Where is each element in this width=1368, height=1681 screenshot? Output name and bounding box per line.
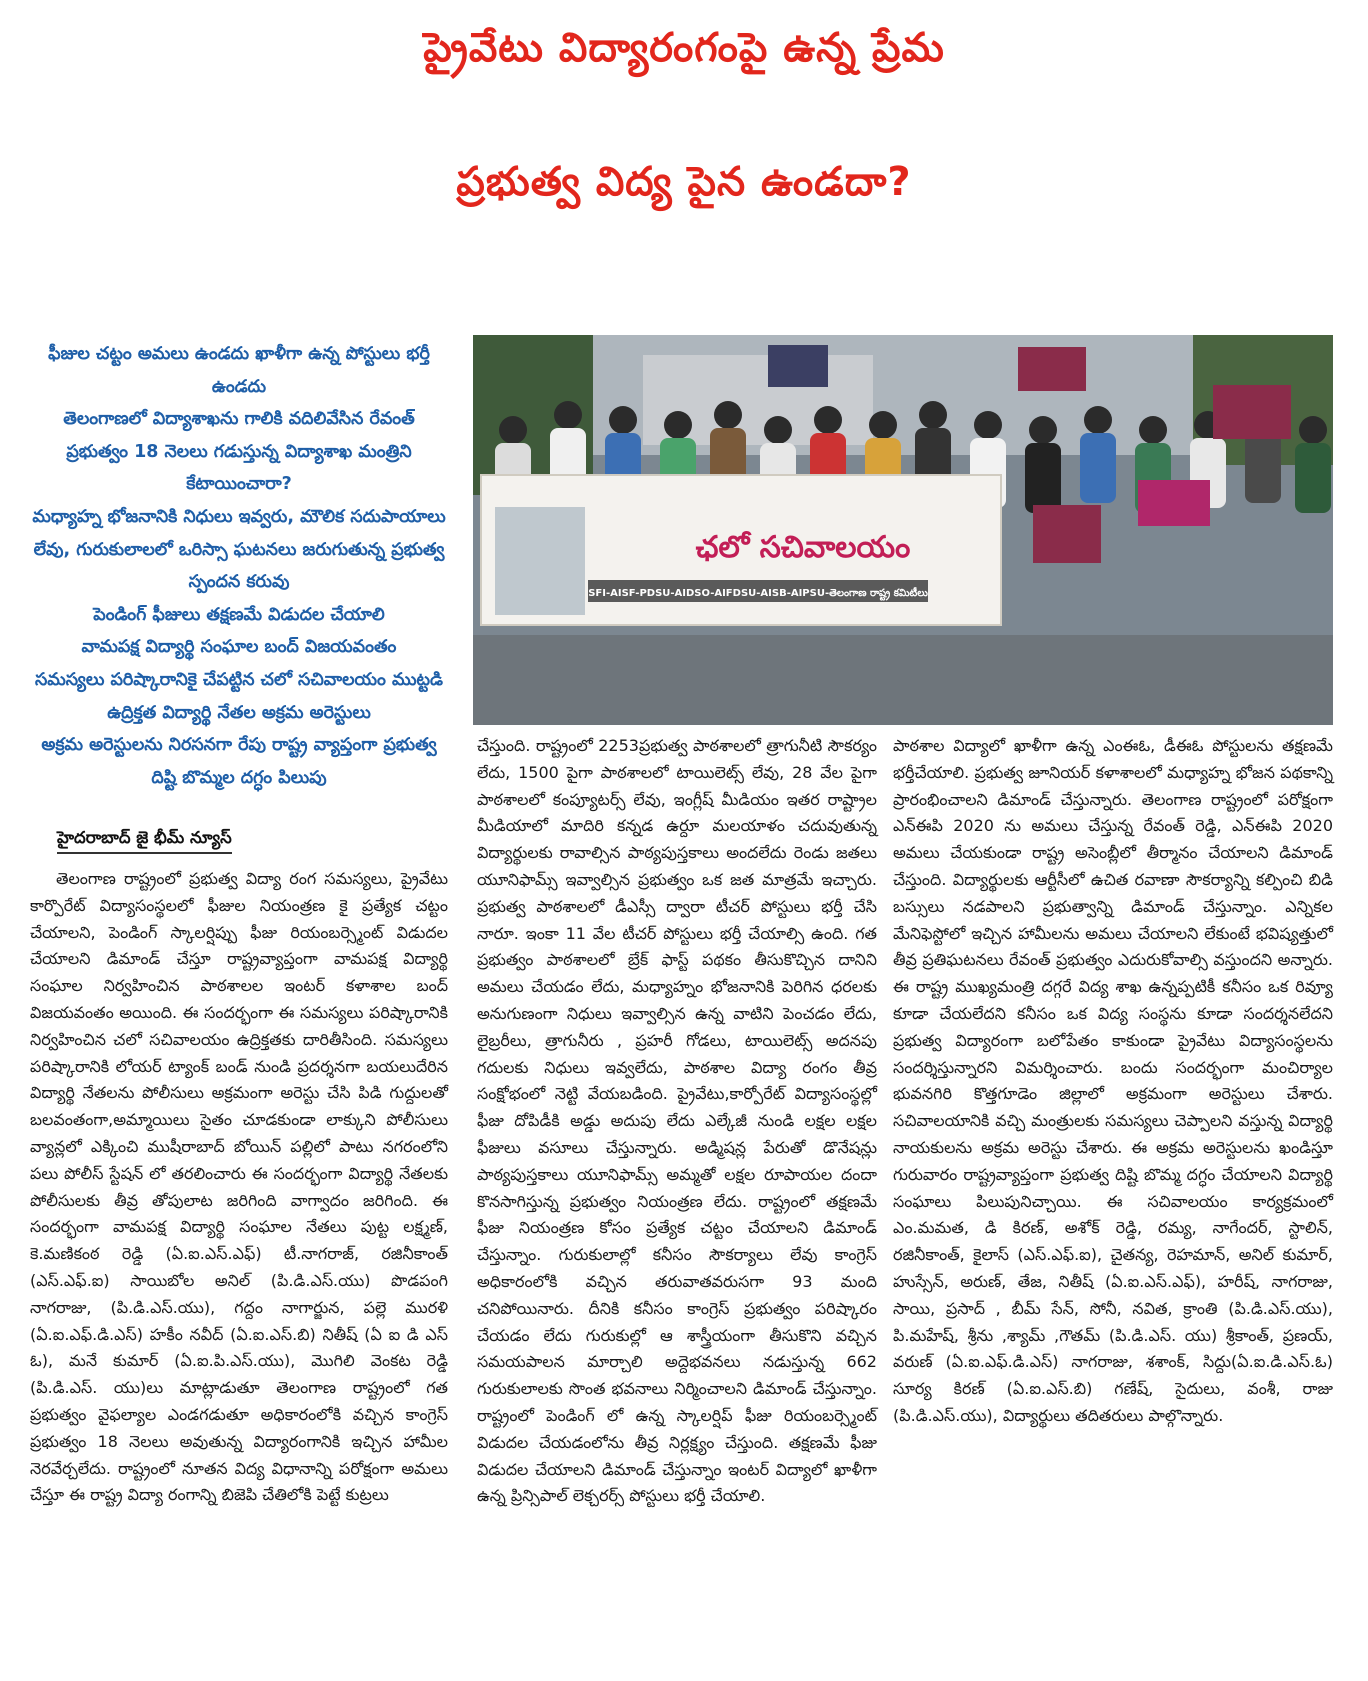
summary-points (30, 338, 448, 794)
protest-photo (473, 335, 1333, 725)
article-column-1: తెలంగాణ రాష్ట్రంలో ప్రభుత్వ విద్యా రంగ సమస్యలు, ప్రైవేటు కార్పొరేట్ విద్యాసంస్థలలో ఫీజుల నియంత్రణ కై ప్రత్యేక చట్టం చేయాలని, పెండింగ్ స్కాలర్షిప్పు ఫీజు రియంబర్స్మెంట్ విడుదల చేయాలని డిమాండ్ చేస్తూ రాష్ట్రవ్యాప్తంగా వామపక్ష విద్యార్థి సంఘాల నిర్వహించిన పాఠశాలల ఇంటర్ కళాశాల బంద్ విజయవంతం అయింది. ఈ సందర్భంగా ఈ సమస్యలు పరిష్కారానికి నిర్వహించిన చలో సచివాలయం ఉద్రిక్తతకు దారితీసింది. సమస్యలు పరిష్కారానికి లోయర్ ట్యాంక్ బండ్ నుండి ప్రదర్శనగా బయలుదేరిన విద్యార్థి నేతలను పోలీసులు అక్రమంగా అరెస్టు చేసి పిడి గుద్దులతో బలవంతంగా,అమ్మాయిలు సైతం చూడకుండా లాక్కుని పోలీసులు వ్యాన్లలో ఎక్కించి ముషీరాబాద్ బోయిన్ పల్లిలో పాటు నగరంలోని పలు పోలీస్ స్టేషన్ లో తరలించారు ఈ సందర్భంగా విద్యార్థి నేతలకు పోలీసులకు తీవ్ర తోపులాట జరిగింది వాగ్వాదం జరిగింది. ఈ సందర్భంగా వామపక్ష విద్యార్థి సంఘాల నేతలు పుట్ట లక్ష్మణ్, కె.మణికంఠ రెడ్డి (ఏ.ఐ.ఎస్.ఎఫ్) టీ.నాగరాజ్, రజినీకాంత్ (ఎస్.ఎఫ్.ఐ) సాయిబోల అనిల్ (పి.డి.ఎస్.యు) పొడపంగి నాగరాజు, (పి.డి.ఎస్.యు), గద్దం నాగార్జున, పల్లె మురళి (ఏ.ఐ.ఎఫ్.డి.ఎస్) హకీం నవీద్ (ఏ.ఐ.ఎస్.బి) నితీష్ (ఏ ఐ డి ఎస్ ఓ), మనే కుమార్ (ఏ.ఐ.పి.ఎస్.యు), మొగిలి వెంకట రెడ్డి (పి.డి.ఎస్. యు)లు మాట్లాడుతూ తెలంగాణ రాష్ట్రంలో గత ప్రభుత్వం వైఫల్యాల ఎండగడుతూ అధికారంలోకి వచ్చిన కాంగ్రెస్ ప్రభుత్వం 18 నెలలు అవుతున్న విద్యారంగానికి ఇచ్చిన హామీల నెరవేర్చలేదు. రాష్ట్రంలో నూతన విద్య విధానాన్ని పరోక్షంగా అమలు చేస్తూ ఈ రాష్ట్ర విద్యా రంగాన్ని బిజెపి చేతిలోకి పెట్టే కుట్రలు (30, 869, 448, 1505)
protest-banner (481, 475, 1001, 625)
dateline: హైదరాబాద్ జై భీమ్ న్యూస్ (57, 826, 232, 854)
banner-orgs: SFI-AISF-PDSU-AIDSO-AIFDSU-AISB-AIPSU-తెలంగాణ రాష్ట్ర కమిటీలు (588, 588, 928, 599)
summary-point: పెండింగ్ ఫీజులు తక్షణమే విడుదల చేయాలి (93, 604, 385, 625)
banner-title: ఛలో సచివాలయం (695, 530, 911, 565)
summary-point: తెలంగాణలో విద్యాశాఖను గాలికి వదిలివేసిన రేవంత్ ప్రభుత్వం 18 నెలలు గడుస్తున్న విద్యాశాఖ మంత్రిని కేటాయించారా? (63, 409, 415, 495)
summary-point: అక్రమ అరెస్టులను నిరసనగా రేపు రాష్ట్ర వ్యాప్తంగా ప్రభుత్వ దిష్టి బొమ్మల దగ్ధం పిలుపు (41, 735, 437, 788)
summary-point: మధ్యాహ్న భోజనానికి నిధులు ఇవ్వరు, మౌలిక సదుపాయాలు లేవు, గురుకులాలలో ఒరిస్సా ఘటనలు జరుగుతున్న ప్రభుత్వ స్పందన కరువు (32, 506, 446, 593)
headline-line-1: ప్రైవేటు విద్యారంగంపై ఉన్న ప్రేమ (423, 25, 945, 71)
summary-point: సమస్యలు పరిష్కారానికై చేపట్టిన చలో సచివాలయం ముట్టడి (35, 669, 443, 690)
summary-point: ఉద్రిక్తత విద్యార్థి నేతల అక్రమ అరెస్టులు (107, 702, 371, 723)
photo-road (473, 635, 1333, 725)
summary-point: ఫీజుల చట్టం అమలు ఉండదు ఖాళీగా ఉన్న పోస్టులు భర్తీ ఉండదు (48, 344, 430, 397)
article-column-2: చేస్తుంది. రాష్ట్రంలో 2253ప్రభుత్వ పాఠశాలలో త్రాగునీటి సౌకర్యం లేదు, 1500 పైగా పాఠశాలలో టాయిలెట్స్ లేవు, 28 వేల పైగా పాఠశాలలో కంప్యూటర్స్ లేవు, ఇంగ్లీష్ మీడియం ఇతర రాష్ట్రాల మీడియాలో మాదిరి కన్నడ ఉర్దూ మలయాళం చదువుతున్న విద్యార్థులకు రావాల్సిన పాఠ్యపుస్తకాలు అందలేదు రెండు జతలు యూనిఫామ్స్ ఇవ్వాల్సిన ప్రభుత్వం ఒక జత మాత్రమే ఇచ్చారు. ప్రభుత్వ పాఠశాలలో డీఎస్సీ ద్వారా టీచర్ పోస్టులు భర్తీ చేసి నారూ. ఇంకా 11 వేల టీచర్ పోస్టులు భర్తీ చేయాల్సి ఉంది. గత ప్రభుత్వం పాఠశాలలో బ్రేక్ ఫాస్ట్ పథకం తీసుకొచ్చిన దానిని అమలు చేయడం లేదు, మధ్యాహ్నం భోజనానికి పెరిగిన ధరలకు అనుగుణంగా నిధులు ఇవ్వాల్సిన ఉన్న వాటిని పెంచడం లేదు, లైబ్రరీలు, త్రాగునీరు , ప్రహరీ గోడలు, టాయిలెట్స్ అదనపు గదులకు నిధులు ఇవ్వలేదు, పాఠశాల విద్యా రంగం తీవ్ర సంక్షోభంలో నెట్టి వేయబడింది. ప్రైవేటు,కార్పోరేట్ విద్యాసంస్థల్లో ఫీజు దోపిడీకి అడ్డు అదుపు లేదు ఎల్కేజీ నుండి లక్షల లక్షల ఫీజులు వసూలు చేస్తున్నారు. అడ్మిషన్ల పేరుతో డొనేషన్లు పాఠ్యపుస్తకాలు యూనిఫామ్స్ అమ్మతో లక్షల రూపాయల దందా కొనసాగిస్తున్న ప్రభుత్వం నియంత్రణ లేదు. రాష్ట్రంలో తక్షణమే ఫీజు నియంత్రణ కోసం ప్రత్యేక చట్టం చేయాలని డిమాండ్ చేస్తున్నాం. గురుకులాల్లో కనీసం సౌకర్యాలు లేవు కాంగ్రెస్ అధికారంలోకి వచ్చిన తరువాతవరుసగా 93 మంది చనిపోయినారు. దీనికి కనీసం కాంగ్రెస్ ప్రభుత్వం పరిష్కారం చేయడం లేదు గురుకుల్లో ఆ శాస్త్రీయంగా తీసుకొని వచ్చిన సమయపాలన మార్చాలి అద్దెభవనలు నడుస్తున్న 662 గురుకులాలకు సొంత భవనాలు నిర్మించాలని డిమాండ్ చేస్తున్నాం. రాష్ట్రంలో పెండింగ్ లో ఉన్న స్కాలర్షిప్ ఫీజు రియంబర్స్మెంట్ విడుదల చేయడంలోను తీవ్ర నిర్లక్ష్యం చేస్తుంది. తక్షణమే ఫీజు విడుదల చేయాలని డిమాండ్ చేస్తున్నాం ఇంటర్ విద్యాలో ఖాళీగా ఉన్న ప్రిన్సిపాల్ లెక్చరర్స్ పోస్టులు భర్తీ చేయాలి. (477, 736, 877, 1506)
summary-point: వామపక్ష విద్యార్థి సంఘాల బంద్ విజయవంతం (81, 637, 397, 658)
headline-line-2: ప్రభుత్వ విద్య పైన ఉండదా? (456, 159, 912, 205)
article-column-3: పాఠశాల విద్యాలో ఖాళీగా ఉన్న ఎంఈఓ, డీఈఓ పోస్టులను తక్షణమే భర్తీచేయాలి. ప్రభుత్వ జూనియర్ కళాశాలలో మధ్యాహ్న భోజన పథకాన్ని ప్రారంభించాలని డిమాండ్ చేస్తున్నారు. తెలంగాణ రాష్ట్రంలో పరోక్షంగా ఎన్ఈపి 2020 ను అమలు చేస్తున్న రేవంత్ రెడ్డి, ఎన్ఈపి 2020 అమలు చేయకుండా రాష్ట్ర అసెంబ్లీలో తీర్మానం చేయాలని డిమాండ్ చేస్తుంది. విద్యార్థులకు ఆర్టీసీలో ఉచిత రవాణా సౌకర్యాన్ని కల్పించి బిడి బస్సులు నడపాలని ప్రభుత్వాన్ని డిమాండ్ చేస్తున్నాం. ఎన్నికల మేనిఫెస్టోలో ఇచ్చిన హామీలను అమలు చేయాలని లేకుంటే భవిష్యత్తులో తీవ్ర ప్రతిఘటనలు రేవంత్ ప్రభుత్వం ఎదురుకోవాల్సి వస్తుందని అన్నారు. ఈ రాష్ట్ర ముఖ్యమంత్రి దగ్గరే విద్య శాఖ ఉన్నప్పటికీ కనీసం ఒక రివ్యూ కూడా చేయలేదని కనీసం ఒక విద్య సంస్థను కూడా సందర్శనలేదని ప్రభుత్వ విద్యారంగా బలోపేతం కాకుండా ప్రైవేటు విద్యాసంస్థలను సందర్శిస్తున్నారని విమర్శించారు. బందు సందర్భంగా మంచిర్యాల భువనగిరి కొత్తగూడెం జిల్లాలో అక్రమంగా అరెస్టులు చేశారు. సచివాలయానికి వచ్చి మంత్రులకు సమస్యలు చెప్పాలని వస్తున్న విద్యార్థి నాయకులను అక్రమ అరెస్టు చేశారు. ఈ అక్రమ అరెస్టులను ఖండిస్తూ గురువారం రాష్ట్రవ్యాప్తంగా ప్రభుత్వ దిష్టి బొమ్మ దగ్ధం చేయాలని విద్యార్థి సంఘాలు పిలుపునిచ్చాయి. ఈ సచివాలయం కార్యక్రమంలో ఎం.మమత, డి కిరణ్, అశోక్ రెడ్డి, రమ్య, నాగేందర్, స్టాలిన్, రజినీకాంత్, కైలాస్ (ఎస్.ఎఫ్.ఐ), చైతన్య, రెహమాన్, అనిల్ కుమార్, హుస్సేన్, అరుణ్, తేజ, నితీష్ (ఏ.ఐ.ఎస్.ఎఫ్), హరీష్, నాగరాజు, సాయి, ప్రసాద్ , బీమ్ సేన్, సోనీ, నవిత, క్రాంతి (పి.డి.ఎస్.యు), పి.మహేష్, శ్రీను ,శ్యామ్ ,గౌతమ్ (పి.డి.ఎస్. యు) శ్రీకాంత్, ప్రణయ్, వరుణ్ (ఏ.ఐ.ఎఫ్.డి.ఎస్) నాగరాజు, శశాంక్, సిద్దు(ఏ.ఐ.డి.ఎస్.ఓ) సూర్య కిరణ్ (ఏ.ఐ.ఎస్.బి) గణేష్, సైదులు, వంశీ, రాజు (పి.డి.ఎస్.యు), విద్యార్థులు తదితరులు పాల్గొన్నారు. (893, 736, 1333, 1425)
